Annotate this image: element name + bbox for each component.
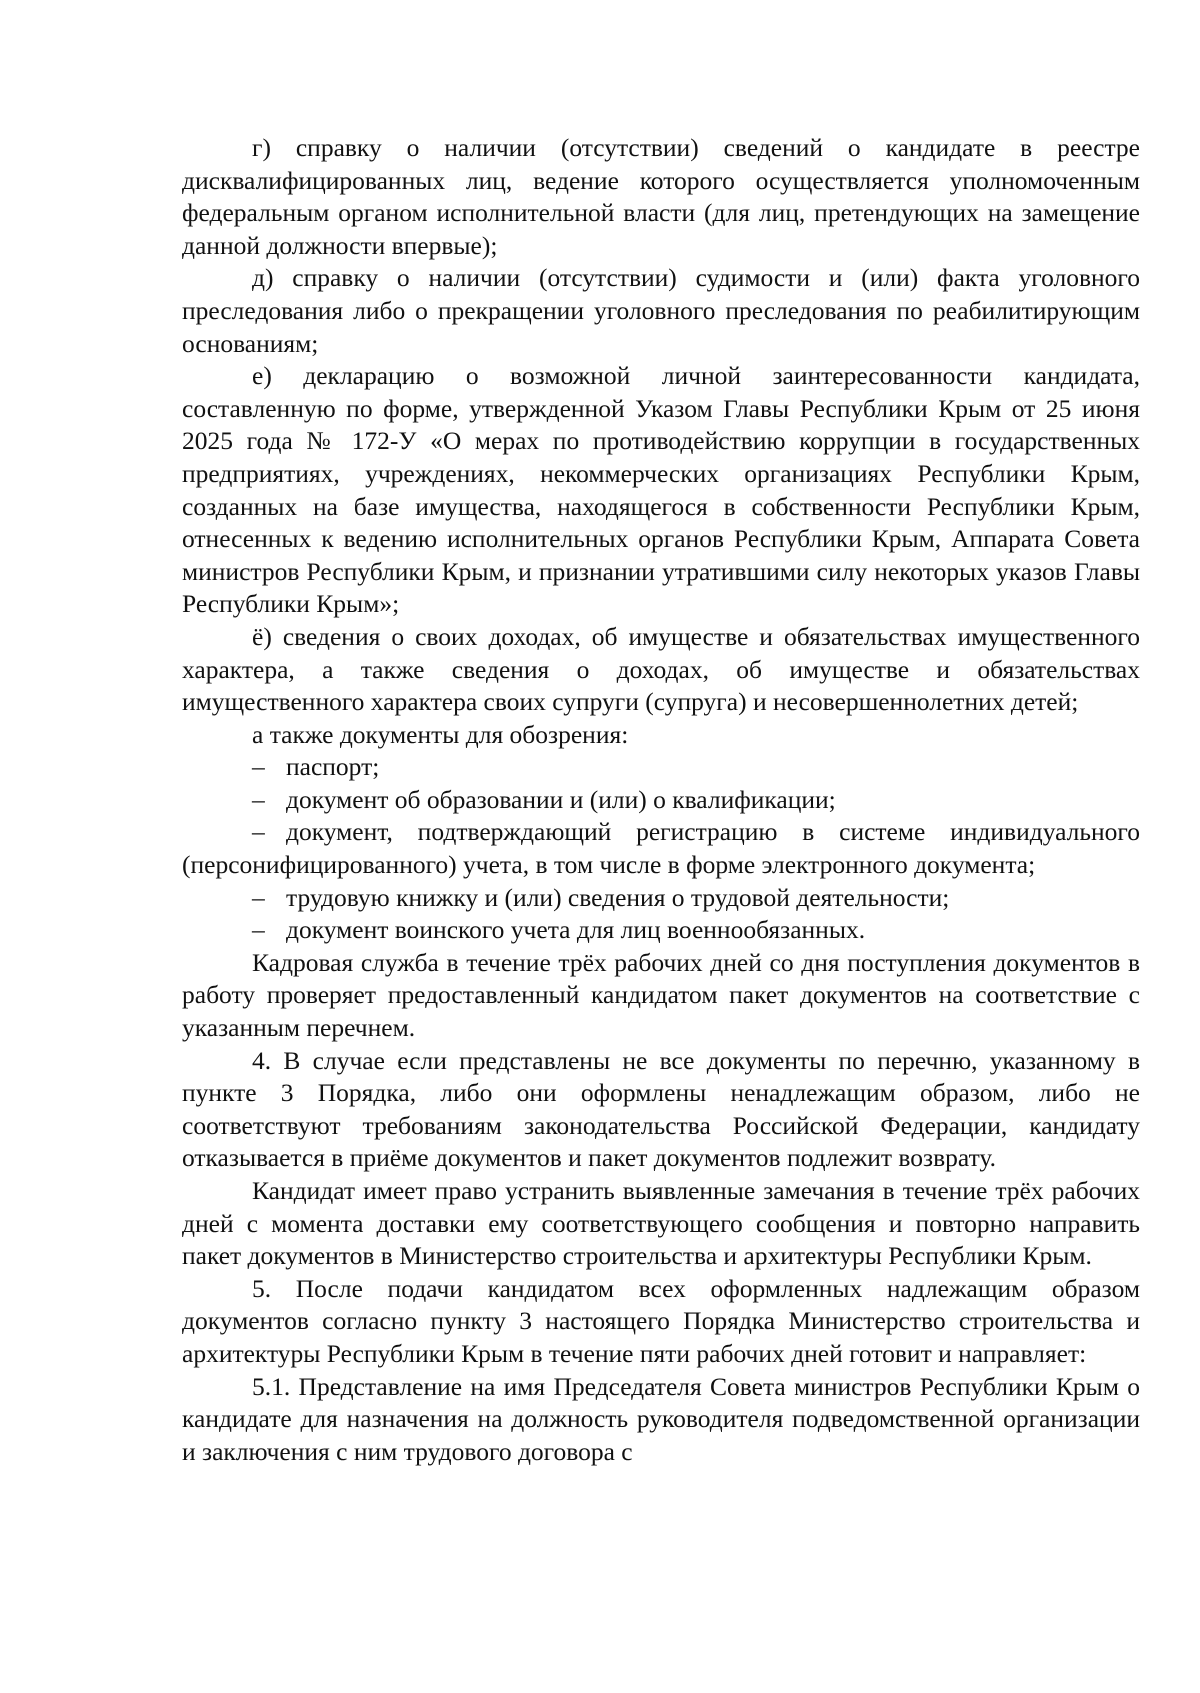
paragraph-item-d: д) справку о наличии (отсутствии) судимости и (или) факта уголовного преследования либо о прекращении уголовного преследования по реабилитирующим основаниям; [182, 263, 1140, 358]
paragraph-section-5-1: 5.1. Представление на имя Председателя Совета министров Республики Крым о кандидате для назначения на должность руководителя подведомственной организации и заключения с ним трудового договора с [182, 1371, 1140, 1466]
list-item-text: трудовую книжку и (или) сведения о трудовой деятельности; [286, 882, 950, 912]
paragraph-item-yo: ё) сведения о своих доходах, об имуществе и обязательствах имущественного характера, а также сведения о доходах, об имуществе и обязательствах имущественного характера своих супруги (супруга) и несовершеннолетних детей; [182, 621, 1140, 717]
list-item [182, 784, 1140, 817]
paragraph-candidate-right: Кандидат имеет право устранить выявленные замечания в течение трёх рабочих дней с момента доставки ему соответствующего сообщения и повторно направить пакет документов в Министерство строительства и архитектуры Республики Крым. [182, 1176, 1140, 1271]
list-item-text: документ воинского учета для лиц военнообязанных. [286, 915, 866, 945]
paragraph-item-g: г) справку о наличии (отсутствии) сведений о кандидате в реестре дисквалифицированных лиц, ведение которого осуществляется уполномоченным федеральным органом исполнительной власти (для лиц, претендующих на замещение данной должности впервые); [182, 133, 1140, 260]
dash-mark: – [252, 915, 265, 945]
dash-mark: – [252, 882, 265, 912]
dash-mark: – [252, 817, 265, 847]
list-item-text: документ, подтверждающий регистрацию в системе индивидуального (персонифицированного) учета, в том числе в форме электронного документа; [182, 817, 1140, 880]
list-item-text: документ об образовании и (или) о квалификации; [286, 784, 836, 814]
document-page [182, 132, 1140, 1468]
list-item [182, 882, 1140, 915]
list-item-text: паспорт; [286, 752, 380, 782]
paragraph-hr-check: Кадровая служба в течение трёх рабочих дней со дня поступления документов в работу проверяет предоставленный кандидатом пакет документов на соответствие с указанным перечнем. [182, 947, 1140, 1043]
dash-mark: – [252, 752, 265, 782]
dash-mark: – [252, 784, 265, 814]
paragraph-section-5: 5. После подачи кандидатом всех оформленных надлежащим образом документов согласно пункту 3 настоящего Порядка Министерство строительства и архитектуры Республики Крым в течение пяти рабочих дней готовит и направляет: [182, 1273, 1140, 1368]
list-item [182, 816, 1140, 881]
paragraph-section-4: 4. В случае если представлены не все документы по перечню, указанному в пункте 3 Порядка, либо они оформлены ненадлежащим образом, либо не соответствуют требованиям законодательства Российской Федерации, кандидату отказывается в приёме документов и пакет документов подлежит возврату. [182, 1045, 1140, 1173]
paragraph-item-e: е) декларацию о возможной личной заинтересованности кандидата, составленную по форме, утвержденной Указом Главы Республики Крым от 25 июня 2025 года № 172-У «О мерах по противодействию коррупции в государственных предприятиях, учреждениях, некоммерческих организациях Республики Крым, созданных на базе имущества, находящегося в собственности Республики Крым, отнесенных к ведению исполнительных органов Республики Крым, Аппарата Совета министров Республики Крым, и признании утратившими силу некоторых указов Главы Республики Крым»; [182, 361, 1140, 619]
list-item [182, 914, 1140, 947]
list-intro: а также документы для обозрения: [252, 719, 629, 749]
list-item [182, 751, 1140, 784]
